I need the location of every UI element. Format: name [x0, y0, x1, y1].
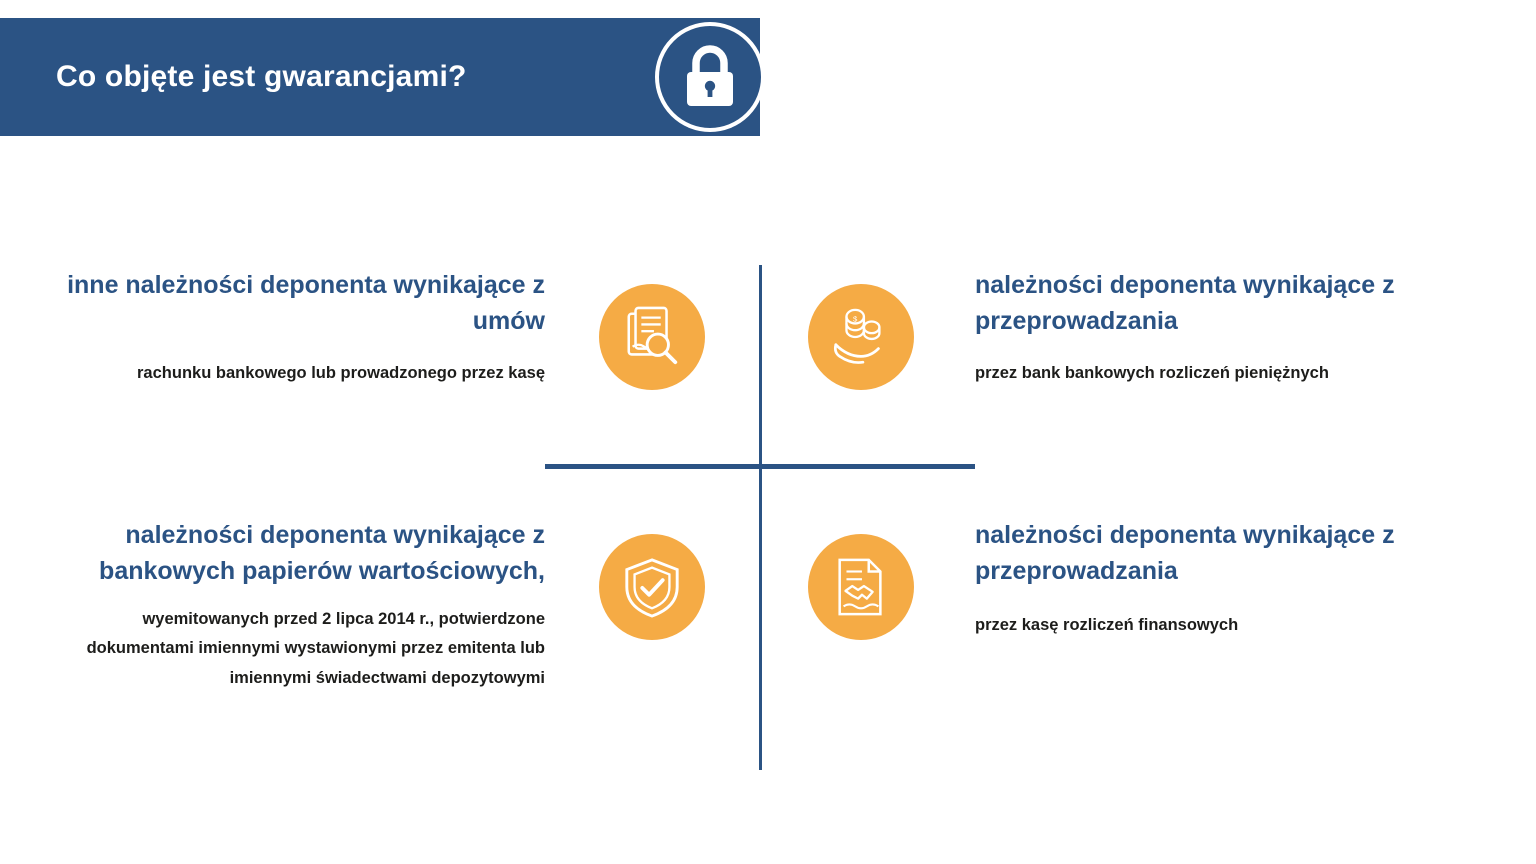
document-magnifier-icon	[621, 306, 683, 368]
quadrant-icon-top-left	[599, 284, 705, 390]
quadrant-subtitle-top-left: rachunku bankowego lub prowadzonego przez kasę	[137, 364, 545, 382]
hand-coins-icon	[830, 306, 892, 368]
quadrant-text-top-left	[55, 268, 545, 388]
lock-badge	[655, 22, 765, 132]
quadrant-title-bottom-left: należności deponenta wynikające z bankowych papierów wartościowych,	[99, 521, 545, 585]
quadrant-title-top-left: inne należności deponenta wynikające z umów	[67, 271, 545, 335]
quadrant-grid	[0, 150, 1536, 864]
quadrant-subtitle-bottom-right: przez kasę rozliczeń finansowych	[975, 616, 1239, 634]
quadrant-icon-top-right	[808, 284, 914, 390]
quadrant-icon-bottom-right	[808, 534, 914, 640]
svg-text:$: $	[853, 314, 858, 324]
quadrant-text-top-right	[975, 268, 1465, 388]
quadrant-title-top-right: należności deponenta wynikające z przeprowadzania	[975, 271, 1395, 335]
quadrant-text-bottom-left	[55, 518, 545, 693]
horizontal-divider	[545, 464, 975, 469]
handshake-document-icon	[830, 556, 892, 618]
quadrant-icon-bottom-left	[599, 534, 705, 640]
vertical-divider	[759, 265, 762, 770]
quadrant-subtitle-bottom-left: wyemitowanych przed 2 lipca 2014 r., potwierdzone dokumentami imiennymi wystawionymi przez emitenta lub imiennymi świadectwami depozytowymi	[86, 610, 545, 687]
lock-icon	[679, 43, 741, 111]
shield-check-icon	[621, 556, 683, 618]
quadrant-subtitle-top-right: przez bank bankowych rozliczeń pieniężnych	[975, 364, 1329, 382]
quadrant-title-bottom-right: należności deponenta wynikające z przeprowadzania	[975, 521, 1395, 585]
page-title: Co objęte jest gwarancjami?	[56, 60, 467, 93]
quadrant-text-bottom-right	[975, 518, 1465, 640]
